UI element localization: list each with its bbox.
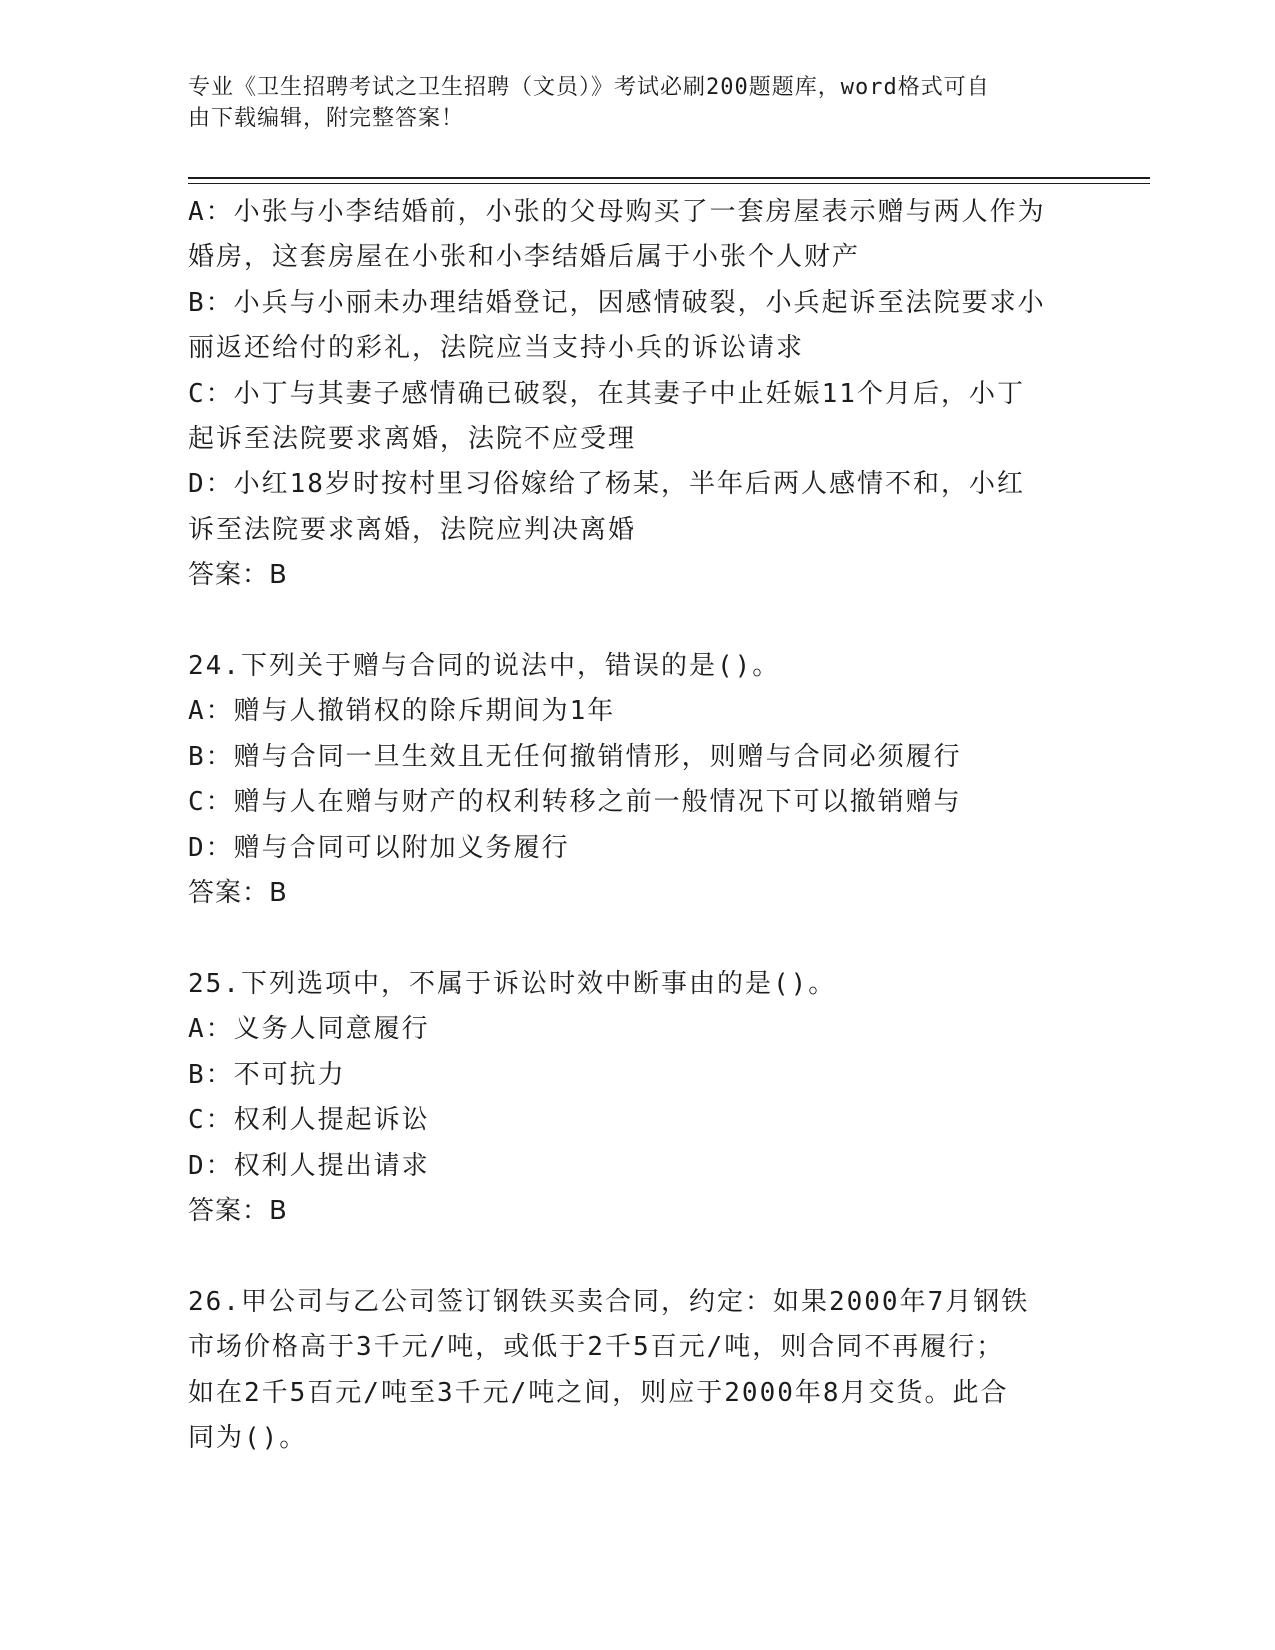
answer-line: 答案：B [188, 560, 288, 591]
option-a: A：赠与人撤销权的除斥期间为1年 [188, 696, 616, 727]
question-stem-line-2: 市场价格高于3千元/吨，或低于2千5百元/吨，则合同不再履行； [188, 1332, 1005, 1363]
question-24 [188, 644, 1088, 916]
option-c: C：权利人提起诉讼 [188, 1105, 430, 1136]
spacer [188, 1234, 1088, 1279]
question-25 [188, 962, 1088, 1234]
option-d-line-2: 诉至法院要求离婚，法院应判决离婚 [188, 514, 637, 545]
option-c-line-1: C：小丁与其妻子感情确已破裂，在其妻子中止妊娠11个月后，小丁 [188, 378, 1025, 409]
option-d: D：赠与合同可以附加义务履行 [188, 832, 570, 863]
spacer [188, 916, 1088, 961]
option-b: B：赠与合同一旦生效且无任何撤销情形，则赠与合同必须履行 [188, 741, 962, 772]
header-title-line-2: 由下载编辑，附完整答案！ [188, 106, 465, 131]
option-a-line-1: A：小张与小李结婚前，小张的父母购买了一套房屋表示赠与两人作为 [188, 197, 1046, 227]
document-header [188, 72, 1068, 134]
spacer [188, 599, 1088, 644]
answer-line: 答案：B [188, 878, 288, 909]
option-a-line-2: 婚房，这套房屋在小张和小李结婚后属于小张个人财产 [188, 242, 861, 273]
option-d-line-1: D：小红18岁时按村里习俗嫁给了杨某，半年后两人感情不和，小红 [188, 469, 1025, 500]
question-stem: 25.下列选项中，不属于诉讼时效中断事由的是()。 [188, 968, 837, 999]
question-26 [188, 1280, 1088, 1462]
option-c: C：赠与人在赠与财产的权利转移之前一般情况下可以撤销赠与 [188, 787, 962, 818]
option-d: D：权利人提出请求 [188, 1150, 430, 1181]
option-b-line-2: 丽返还给付的彩礼，法院应当支持小兵的诉讼请求 [188, 333, 805, 364]
header-divider-thin [188, 183, 1150, 184]
option-b: B：不可抗力 [188, 1059, 346, 1090]
option-a: A：义务人同意履行 [188, 1014, 430, 1045]
question-stem-line-4: 同为()。 [188, 1422, 308, 1453]
option-b-line-1: B：小兵与小丽未办理结婚登记，因感情破裂，小兵起诉至法院要求小 [188, 287, 1046, 318]
answer-line: 答案：B [188, 1195, 288, 1226]
option-c-line-2: 起诉至法院要求离婚，法院不应受理 [188, 424, 637, 455]
question-23-options [188, 190, 1088, 599]
question-stem-line-3: 如在2千5百元/吨至3千元/吨之间，则应于2000年8月交货。此合 [188, 1377, 1009, 1408]
header-divider-thick [188, 177, 1150, 179]
question-list [188, 190, 1088, 1461]
header-title-line-1: 专业《卫生招聘考试之卫生招聘（文员）》考试必刷200题题库，word格式可自 [188, 75, 990, 100]
question-stem: 24.下列关于赠与合同的说法中，错误的是()。 [188, 651, 781, 682]
question-stem-line-1: 26.甲公司与乙公司签订钢铁买卖合同，约定：如果2000年7月钢铁 [188, 1286, 1030, 1317]
